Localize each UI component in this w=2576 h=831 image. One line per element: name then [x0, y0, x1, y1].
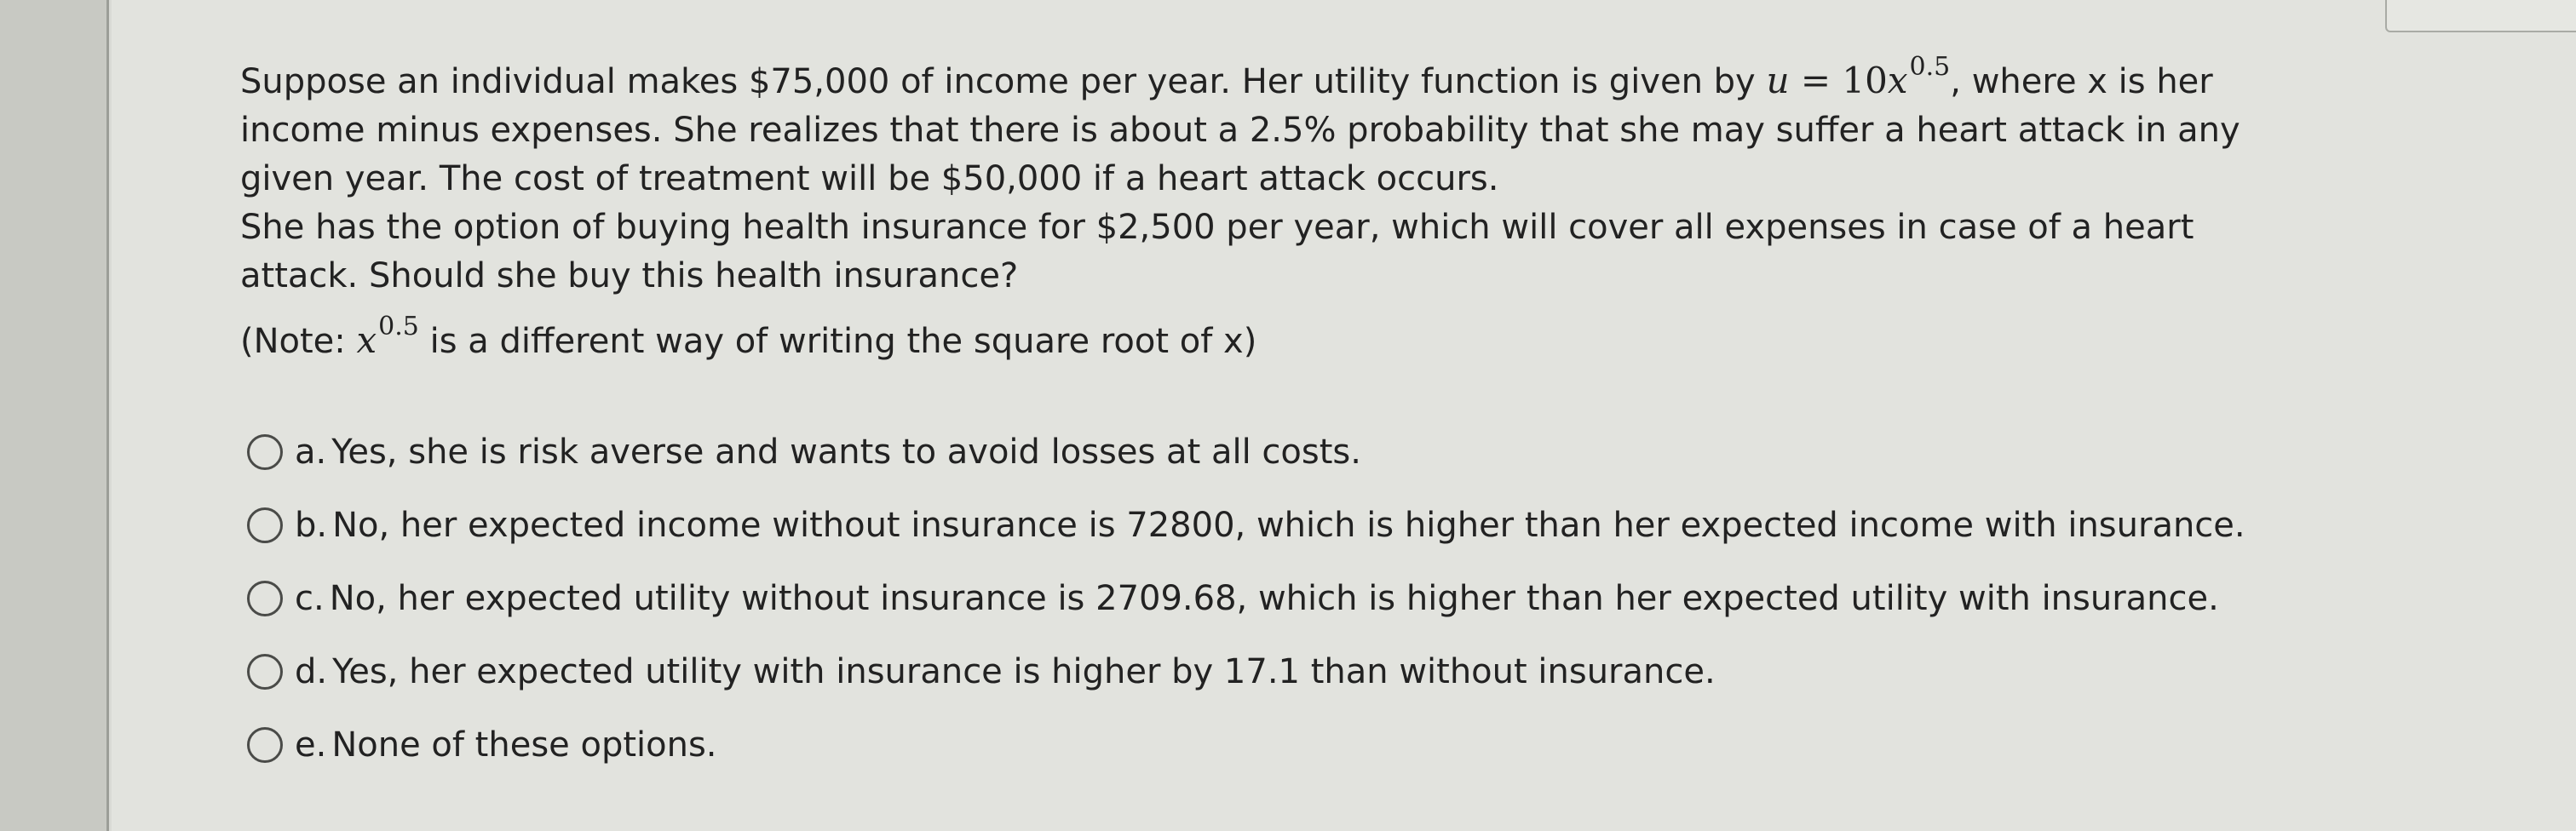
question-details: , where x is her income minus expenses. She realizes that there is about a 2.5% probability that she may suffer a heart attack in any given year. The cost of treatment will be $50,000 if a heart attack occurs.	[240, 62, 2240, 198]
option-b-letter: b.	[295, 506, 328, 545]
option-a[interactable]	[247, 416, 2547, 489]
formula-equals: =	[1789, 60, 1843, 101]
formula-variable-u: u	[1766, 60, 1790, 101]
option-e[interactable]	[247, 708, 2547, 782]
utility-formula	[1766, 52, 1951, 101]
question-note	[240, 307, 2285, 366]
option-c-label: No, her expected utility without insurance is 2709.68, which is higher than her expected utility with insurance.	[329, 579, 2219, 618]
note-open: (Note:	[240, 322, 357, 361]
option-c[interactable]	[247, 562, 2547, 635]
option-c-letter: c.	[295, 579, 325, 618]
note-formula	[356, 312, 419, 361]
option-e-letter: e.	[295, 725, 327, 765]
question-paragraph-1	[240, 48, 2285, 203]
option-d-letter: d.	[295, 652, 328, 691]
question-paragraph-2: She has the option of buying health insurance for $2,500 per year, which will cover all expenses in case of a heart attack. Should she buy this health insurance?	[240, 208, 2194, 295]
option-a-label: Yes, she is risk averse and wants to avoid losses at all costs.	[331, 433, 1361, 472]
radio-button-b[interactable]	[247, 507, 283, 543]
note-exponent: 0.5	[378, 312, 419, 341]
option-e-label: None of these options.	[331, 725, 717, 765]
top-right-control[interactable]	[2385, 0, 2576, 32]
radio-button-e[interactable]	[247, 727, 283, 763]
formula-variable-x: x	[1887, 60, 1908, 101]
option-d-label: Yes, her expected utility with insurance is higher by 17.1 than without insurance.	[332, 652, 1716, 691]
option-a-letter: a.	[295, 433, 327, 472]
left-edge-bezel	[0, 0, 109, 831]
formula-exponent: 0.5	[1909, 52, 1951, 82]
note-rest: is a different way of writing the square root of x)	[418, 322, 1257, 361]
option-b-label: No, her expected income without insurance is 72800, which is higher than her expected income with insurance.	[332, 506, 2245, 545]
question-intro: Suppose an individual makes $75,000 of income per year. Her utility function is given by	[240, 62, 1767, 101]
radio-button-d[interactable]	[247, 654, 283, 690]
radio-button-c[interactable]	[247, 581, 283, 616]
radio-button-a[interactable]	[247, 434, 283, 470]
option-d[interactable]	[247, 635, 2547, 708]
option-b[interactable]	[247, 489, 2547, 562]
answer-options	[247, 416, 2547, 782]
formula-coefficient: 10	[1842, 60, 1888, 101]
question-text	[240, 48, 2285, 366]
note-variable-x: x	[356, 319, 377, 361]
